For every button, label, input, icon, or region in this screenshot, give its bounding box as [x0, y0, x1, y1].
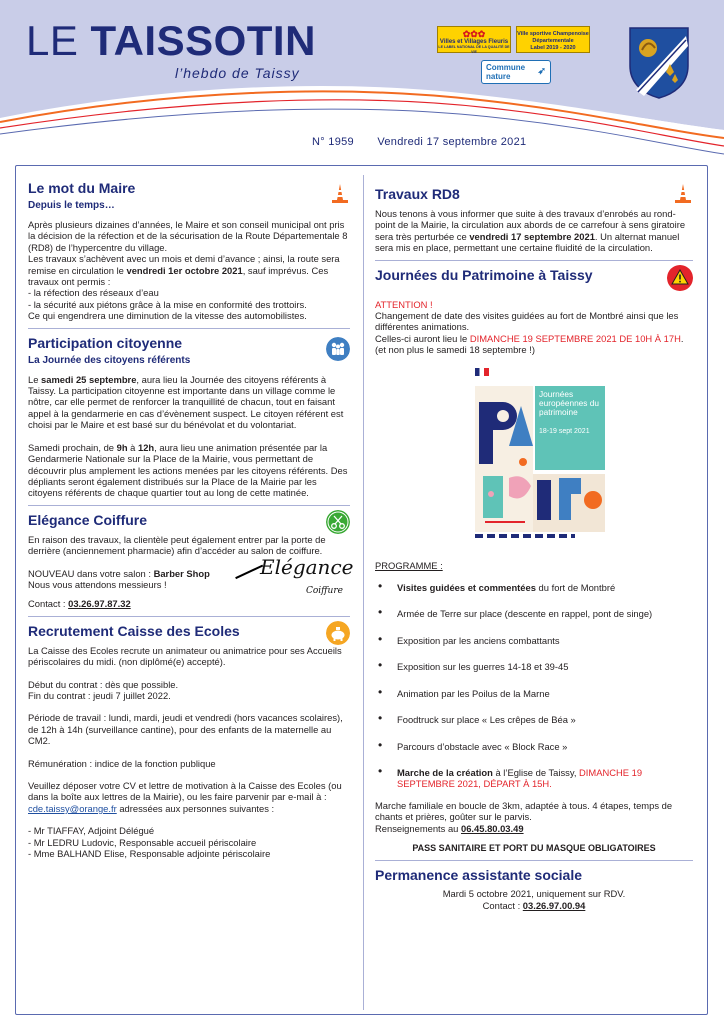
elegance-logo-sub: Coiffure: [306, 585, 343, 596]
patrimoine-section: [375, 267, 693, 855]
pass-sanitaire-notice: PASS SANITAIRE ET PORT DU MASQUE OBLIGATOIRES: [412, 842, 656, 853]
masthead-le: LE: [26, 17, 79, 64]
traffic-cone-icon: [330, 182, 350, 204]
pp2-e: , aura lieu une animation présentée par la Gendarmerie Nationale sur la Place de la Mairie, vous permettant de découvrir plus amplement les actions menées par les citoyens référents. Des dépliants seront également distribués sur la Place de la Mairie par les citoyens référents de chaque quartier tout au long de cette matinée.: [28, 441, 348, 499]
list-item: [375, 767, 693, 790]
recrutement-p6: [28, 780, 350, 814]
poster-date: 18-19 sept 2021: [539, 427, 590, 435]
piggy-bank-icon: [326, 621, 350, 645]
mot-p2-text: Les travaux s’achèvent avec un mois et demi d’avance ; ainsi, la route sera remise en circulation le: [28, 253, 340, 276]
poster-footer-logos: [475, 534, 605, 538]
elegance-p1: En raison des travaux, la clientèle peut également entrer par la porte de derrière (anciennement pharmacie) afin d’accéder au salon de coiffure.: [28, 533, 326, 557]
permanence-p1: Mardi 5 octobre 2021, uniquement sur RDV.: [442, 888, 626, 900]
recrutement-p1: La Caisse des Ecoles recrute un animateur ou animatrice pour ses Accueils périscolaires du midi. (non diplômé(e) accepté).: [28, 644, 342, 668]
elegance-phone[interactable]: 03.26.97.87.32: [68, 598, 131, 610]
scissors-icon: [326, 510, 350, 534]
tp1-c: . Un alternat manuel sera mis en place, permettant une certaine fluidité de la circulation.: [375, 230, 680, 254]
recrutement-p2: Début du contrat : dès que possible.: [28, 678, 179, 690]
recrutement-c3: - Mme BALHAND Elise, Responsable adjointe périscolaire: [28, 848, 271, 860]
warning-icon: [667, 265, 693, 291]
right-column: [375, 186, 693, 911]
rp6-c: adressées aux personnes suivantes :: [116, 802, 275, 814]
pp2-a: Samedi prochain, de: [28, 441, 117, 453]
prog8-date: DIMANCHE 19 SEPTEMBRE 2021, DÉPART À 15H.: [397, 766, 643, 790]
elegance-logo: [238, 554, 354, 602]
tp1-a: Nous tenons à vous informer que suite à des travaux d’enrobés au rond-point de la Mairie, la circulation aux abords de ce carrefour à sens giratoire sera très perturbée ce: [375, 208, 686, 242]
badge-villes-title: Villes et Villages Fleuris: [439, 39, 509, 45]
list-item: • Exposition par les anciens combattants: [375, 635, 693, 646]
tp1-date: vendredi 17 septembre 2021: [469, 230, 595, 242]
list-item: • Parcours d’obstacle avec « Block Race »: [375, 741, 693, 752]
list-item: • Foodtruck sur place « Les crêpes de Béa »: [375, 714, 693, 725]
badge-sport-title: Ville sportive Champenoise Départementale: [517, 31, 589, 44]
email-link[interactable]: cde.taissy@orange.fr: [28, 802, 117, 814]
prog8-text: à l’Eglise de Taissy,: [492, 766, 580, 778]
travaux-p1: [375, 208, 693, 254]
patrimoine-p4: [375, 823, 693, 834]
participation-subtitle: La Journée des citoyens référents: [28, 354, 191, 366]
ep2-b: Barber Shop: [153, 567, 210, 579]
prog1-bold: Visites guidées et commentées: [397, 582, 536, 594]
permanence-phone[interactable]: 03.26.97.00.94: [522, 899, 586, 911]
prog8-bold: Marche de la création: [397, 766, 493, 778]
divider: [28, 616, 350, 617]
rp6-a: Veuillez déposer votre CV et lettre de motivation à la Caisse des Ecoles (ou dans la boîte aux lettres de la Mairie), ou les faire parvenir par e-mail à :: [28, 780, 342, 803]
mot-title: Le mot du Maire: [28, 180, 136, 196]
participation-section: [28, 335, 350, 499]
divider: [28, 505, 350, 506]
pat-p2-a: Celles-ci auront lieu le: [375, 332, 470, 344]
participation-p2: [28, 442, 350, 499]
masthead-name: TAISSOTIN: [90, 17, 316, 64]
mot-subtitle: Depuis le temps…: [28, 200, 115, 211]
travaux-section: [375, 186, 693, 254]
patrimoine-p1: Changement de date des visites guidées au fort de Montbré ainsi que les différentes animations.: [375, 310, 679, 333]
villes-fleuris-badge: [437, 26, 511, 53]
list-item: • Exposition sur les guerres 14-18 et 39-45: [375, 661, 693, 672]
flowers-icon: ✿✿✿: [462, 29, 486, 39]
traffic-cone-icon: [673, 182, 693, 204]
issue-number: N° 1959: [312, 136, 354, 148]
crest-icon: [628, 26, 690, 100]
divider: [375, 260, 693, 261]
pp1-a: Le: [28, 373, 42, 385]
people-icon: [326, 337, 350, 361]
commune-nature-badge: [481, 60, 551, 84]
issue-info: [312, 136, 526, 148]
programme-list: [375, 582, 693, 790]
recrutement-p4: Période de travail : lundi, mardi, jeudi et vendredi (hors vacances scolaires), de 12h à 14h (surveillance cantine), pour des enfants de la maternelle au CM2.: [28, 712, 343, 747]
mot-l1: - la réfection des réseaux d’eau: [28, 287, 159, 299]
recrutement-c2: - Mr LEDRU Ludovic, Responsable accueil périscolaire: [28, 836, 257, 848]
mot-l2: - la sécurité aux piétons grâce à la mise en conformité des trottoirs.: [28, 298, 307, 310]
badge-nature-label: Commune nature: [486, 63, 526, 81]
mot-p2-end: , sauf imprévus. Ces travaux ont permis :: [28, 264, 329, 288]
travaux-title: Travaux RD8: [375, 186, 460, 202]
elegance-section: [28, 511, 354, 610]
mot-p1: Après plusieurs dizaines d’années, le Maire et son conseil municipal ont pris la décision de la réfection et de la sécurisation de la Route Départementale 8 (RD8) de l’hypercentre du village.: [28, 219, 348, 253]
divider: [375, 860, 693, 861]
badge-villes-sub: LE LABEL NATIONAL DE LA QUALITÉ DE VIE: [438, 45, 510, 54]
pp1-date: samedi 25 septembre: [41, 373, 137, 385]
pat-p4-a: Renseignements au: [375, 822, 461, 834]
permanence-p2: [375, 900, 693, 911]
left-column: [28, 180, 354, 860]
pp2-b: 9h: [116, 441, 128, 453]
participation-p1: [28, 374, 350, 431]
permanence-title: Permanence assistante sociale: [375, 867, 583, 884]
patrimoine-p2: [375, 333, 693, 356]
elegance-title: Elégance Coiffure: [28, 511, 148, 528]
recrutement-title: Recrutement Caisse des Ecoles: [28, 622, 240, 639]
elegance-p3: Nous vous attendons messieurs !: [28, 578, 167, 590]
masthead: [26, 18, 316, 64]
recrutement-c1: - Mr TIAFFAY, Adjoint Délégué: [28, 825, 155, 837]
list-item: • Animation par les Poilus de la Marne: [375, 688, 693, 699]
ec-label: Contact :: [28, 598, 69, 610]
prog1-text: du fort de Montbré: [535, 582, 616, 594]
pp2-c: à: [127, 441, 138, 453]
programme-label: PROGRAMME :: [375, 559, 443, 571]
recrutement-p5: Rémunération : indice de la fonction publique: [28, 757, 216, 769]
patrimoine-p3: Marche familiale en boucle de 3km, adaptée à tous. 4 étapes, temps de chants et prières, goûter sur le parvis.: [375, 799, 673, 823]
perm-p2-a: Contact :: [482, 899, 523, 911]
mot-p2-date: vendredi 1er octobre 2021: [126, 264, 243, 276]
column-separator: [363, 175, 364, 1010]
recrutement-section: [28, 623, 350, 860]
bird-icon: ➶: [537, 66, 546, 77]
mot-p3: Ce qui engendrera une diminution de la vitesse des automobilistes.: [28, 310, 307, 322]
permanence-section: [375, 867, 693, 911]
patrimoine-attention: ATTENTION !: [375, 298, 433, 310]
poster-title: Journées européennes du patrimoine: [539, 388, 599, 417]
issue-date: Vendredi 17 septembre 2021: [377, 136, 527, 148]
patrimoine-phone[interactable]: 06.45.80.03.49: [461, 822, 524, 834]
patrimoine-poster: [475, 368, 605, 546]
list-item: • Armée de Terre sur place (descente en rappel, pont de singe): [375, 608, 693, 619]
mot-du-maire-section: [28, 180, 350, 322]
pp2-d: 12h: [138, 441, 155, 453]
participation-title: Participation citoyenne: [28, 334, 183, 351]
divider: [28, 328, 350, 329]
pp1-c: , aura lieu la Journée des citoyens référents à Taissy. La participation citoyenne est importante dans un village comme le nôtre, car elle permet de renforcer la tranquillité de chacun, tout en faisant appel à la gendarmerie en cas d’évènement suspect. Le citoyen référent est choisi par le Maire et est basé sur du bénévolat et du volontariat.: [28, 373, 344, 431]
elegance-logo-text: Elégance: [260, 554, 354, 579]
recrutement-p3: Fin du contrat : jeudi 7 juillet 2022.: [28, 689, 171, 701]
ville-sportive-badge: [516, 26, 590, 53]
pat-p2-date: DIMANCHE 19 SEPTEMBRE 2021 DE 10H À 17H: [469, 332, 681, 344]
badge-sport-sub: Label 2019 - 2020: [530, 45, 576, 51]
list-item: [375, 582, 693, 593]
pat-p2-c: . (et non plus le samedi 18 septembre !): [375, 332, 684, 356]
poster-ministry-logo: [475, 368, 605, 380]
ep2-a: NOUVEAU dans votre salon :: [28, 567, 154, 579]
patrimoine-title: Journées du Patrimoine à Taissy: [375, 266, 593, 283]
mot-p2: [28, 253, 350, 287]
header: [0, 0, 724, 160]
masthead-subtitle: l’hebdo de Taissy: [175, 65, 300, 81]
